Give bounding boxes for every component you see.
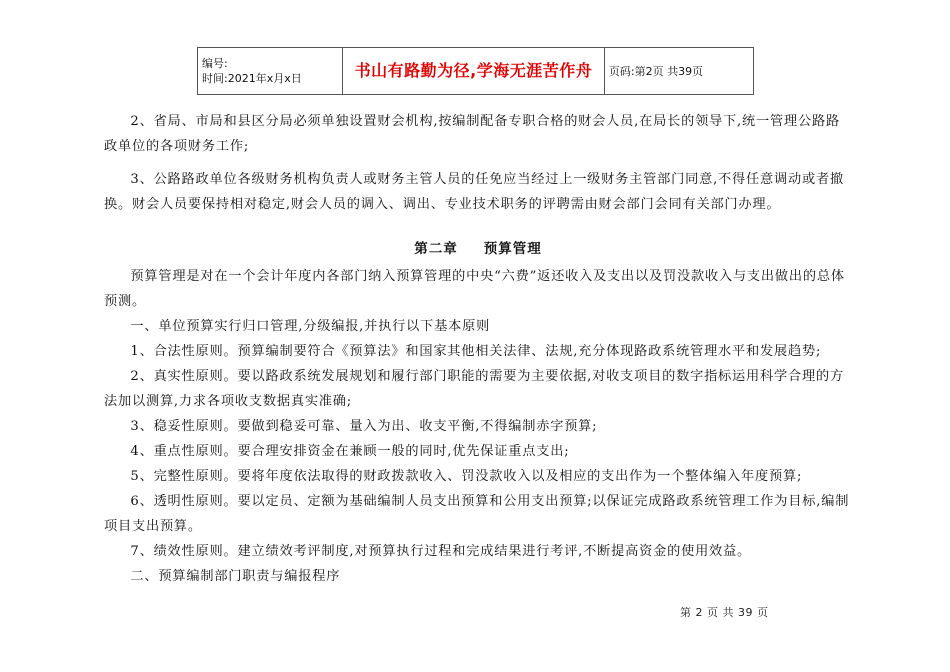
principle-item: 6、透明性原则。要以定员、定额为基础编制人员支出预算和公用支出预算;以保证完成路政系统管理工作为目标,编制项目支出预算。 (104, 494, 850, 534)
header-motto-cell (343, 48, 605, 95)
body-paragraph: 2、省局、市局和县区分局必须单独设置财会机构,按编制配备专职合格的财会人员,在局长的领导下,统一管理公路路政单位的各项财务工作; (104, 114, 840, 154)
principle-item: 4、重点性原则。要合理安排资金在兼顾一般的同时,优先保证重点支出; (130, 444, 570, 459)
document-body (104, 109, 852, 589)
header-info-cell (198, 48, 343, 95)
principle-item: 2、真实性原则。要以路政系统发展规划和履行部门职能的需要为主要依据,对收支项目的数字指标运用科学合理的方法加以测算,力求各项收支数据真实准确; (104, 369, 844, 409)
header-table (197, 47, 754, 95)
chapter-number: 第二章 (414, 241, 458, 257)
principle-item: 7、绩效性原则。建立绩效考评制度,对预算执行过程和完成结果进行考评,不断提高资金的使用效益。 (130, 544, 752, 559)
page-footer: 第 2 页 共 39 页 (680, 606, 769, 619)
principle-item: 3、稳妥性原则。要做到稳妥可靠、量入为出、收支平衡,不得编制赤字预算; (130, 419, 598, 434)
chapter-heading (104, 237, 852, 262)
body-paragraph: 预算管理是对在一个会计年度内各部门纳入预算管理的中央“六费”返还收入及支出以及罚没款收入与支出做出的总体预测。 (104, 269, 845, 309)
section-heading: 一、单位预算实行归口管理,分级编报,并执行以下基本原则 (130, 319, 491, 334)
section-heading: 二、预算编制部门职责与编报程序 (130, 569, 341, 584)
document-number-label: 编号: (202, 57, 228, 70)
body-paragraph: 3、公路路政单位各级财务机构负责人或财务主管人员的任免应当经过上一级财务主管部门同意,不得任意调动或者撤换。财会人员要保持相对稳定,财会人员的调入、调出、专业技术职务的评聘需由财会部门会同有关部门办理。 (104, 172, 844, 212)
principle-item: 5、完整性原则。要将年度依法取得的财政拨款收入、罚没款收入以及相应的支出作为一个整体编入年度预算; (130, 469, 803, 484)
principle-item: 1、合法性原则。预算编制要符合《预算法》和国家其他相关法律、法规,充分体现路政系统管理水平和发展趋势; (130, 344, 822, 359)
chapter-title: 预算管理 (483, 241, 542, 257)
header-motto: 书山有路勤为径,学海无涯苦作舟 (354, 60, 593, 80)
header-page-cell (604, 48, 753, 95)
document-time-label: 时间:2021年x月x日 (202, 72, 302, 85)
header-page-label: 页码:第2页 共39页 (608, 64, 704, 78)
